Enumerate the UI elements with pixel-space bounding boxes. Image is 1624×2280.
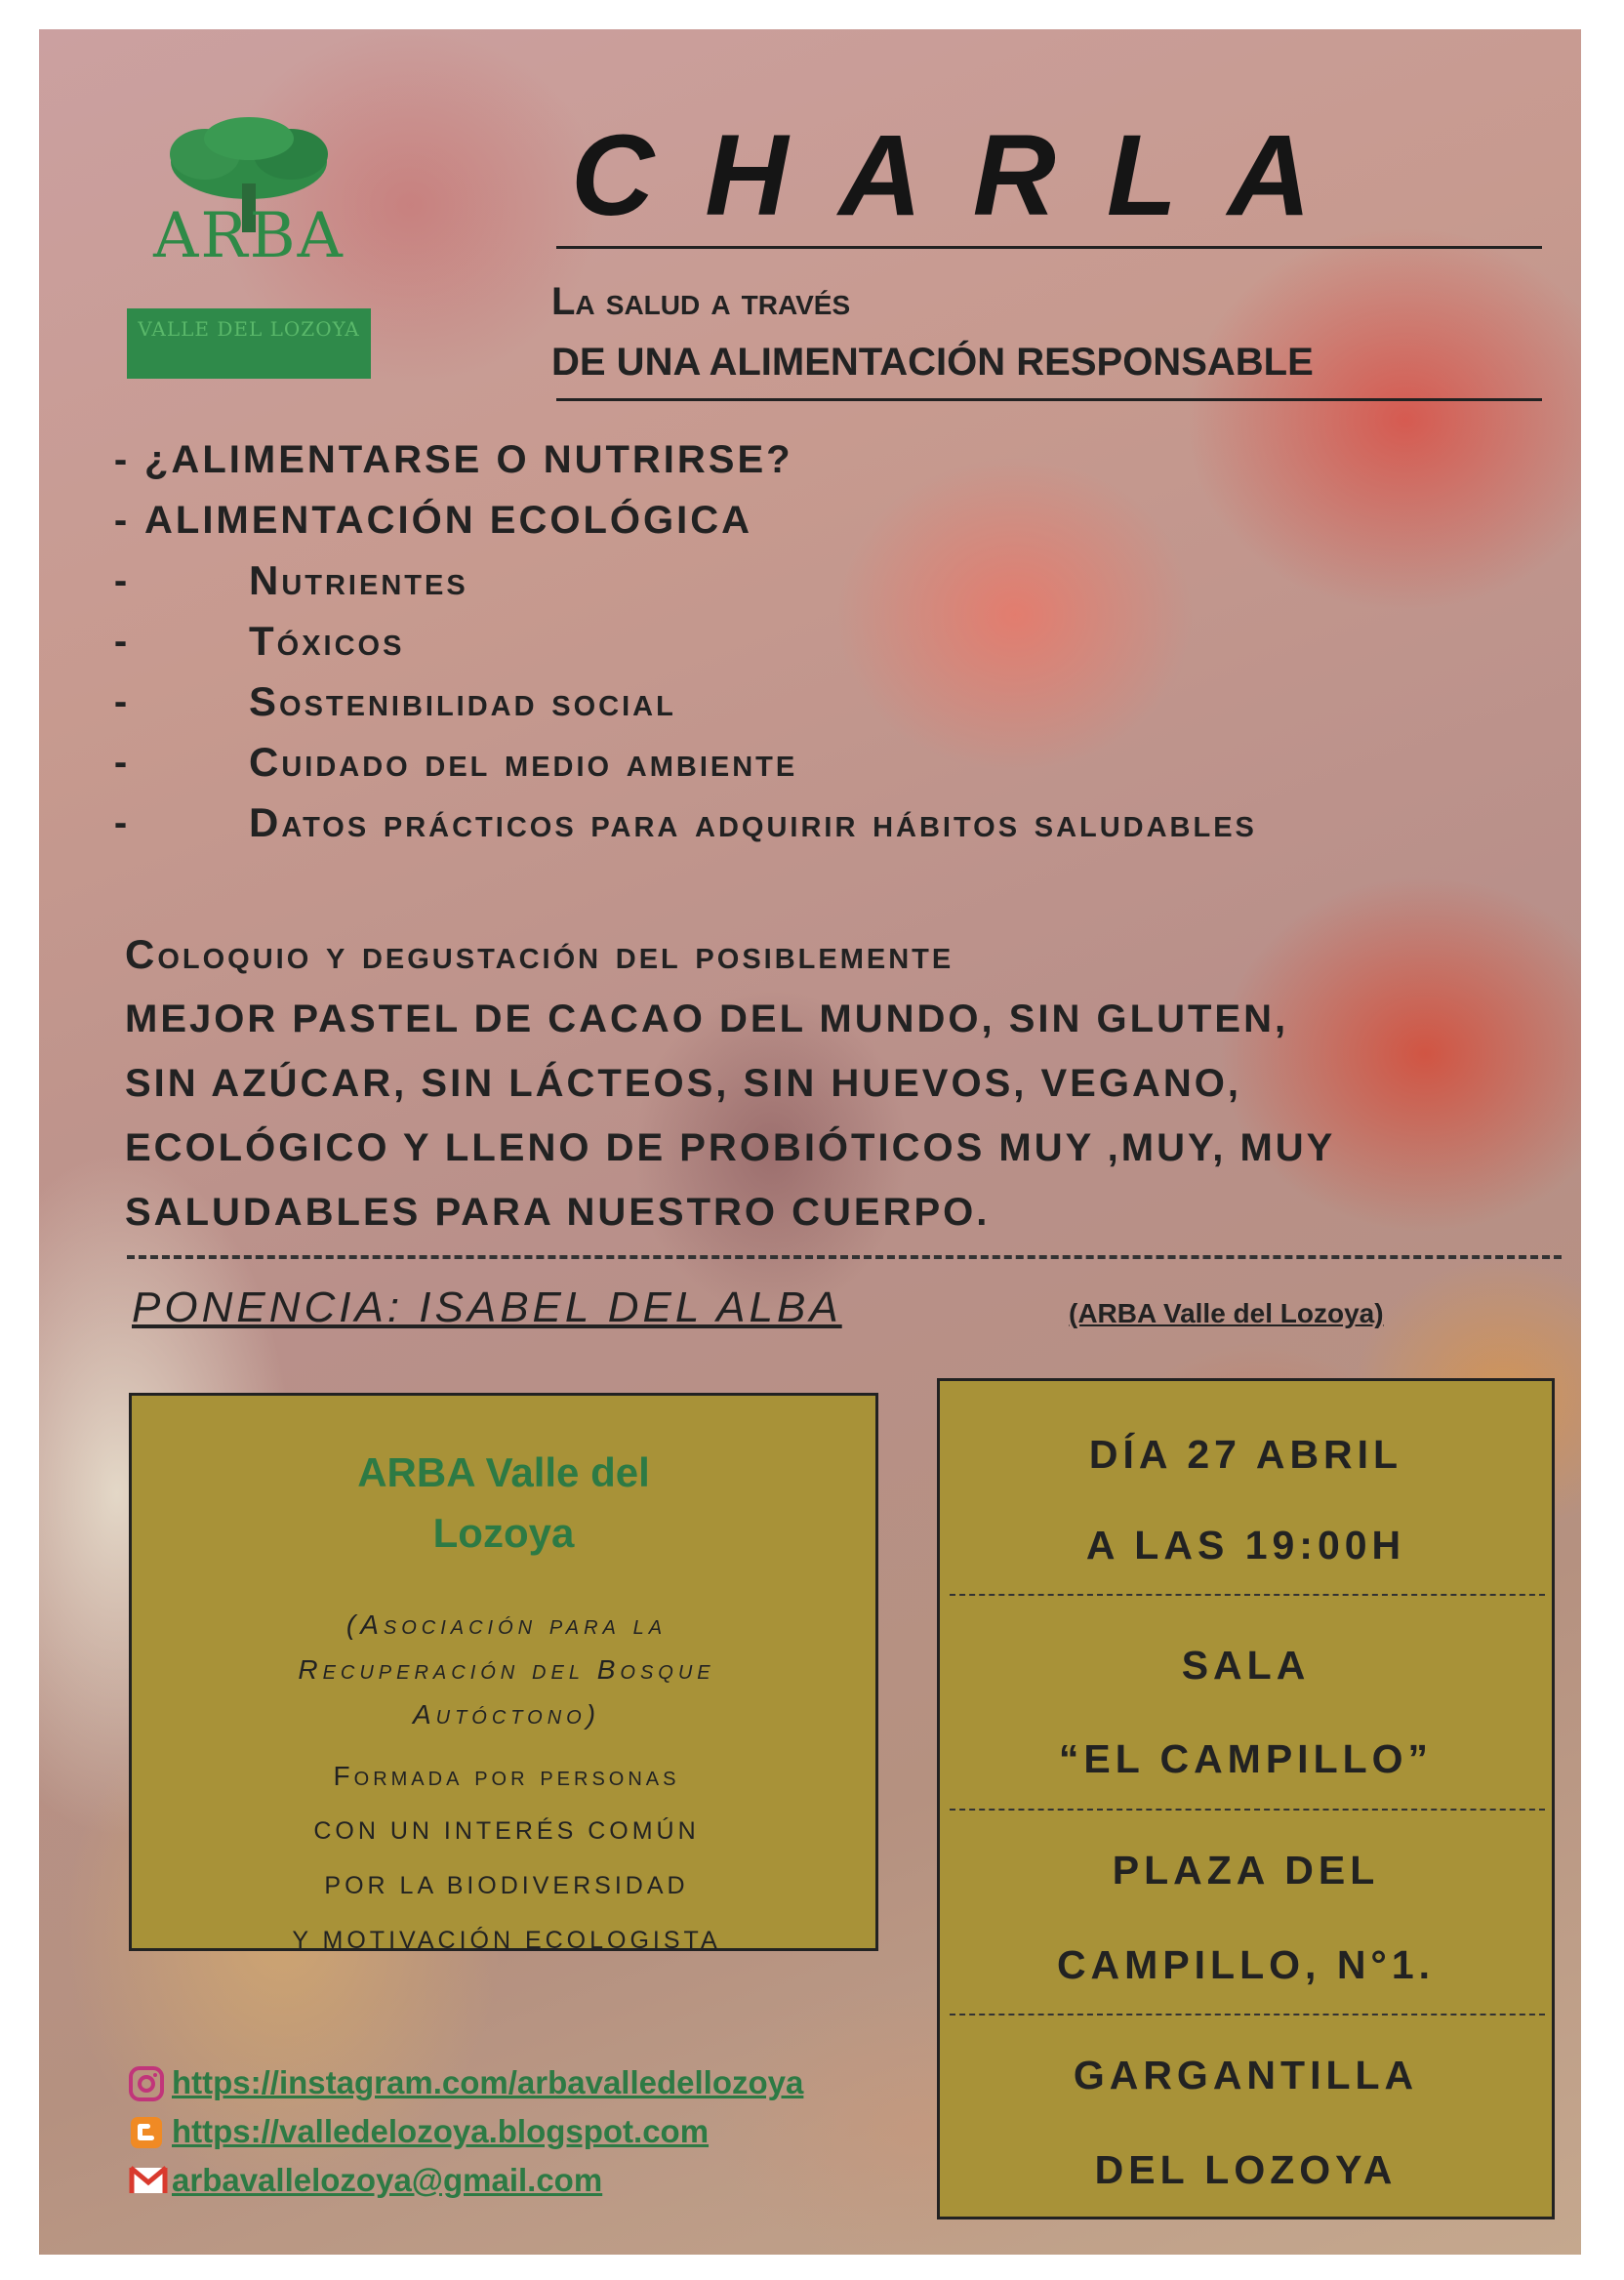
bullet-dash: - xyxy=(113,438,131,481)
bullet-dash: - xyxy=(113,620,131,663)
description-line: Y MOTIVACIÓN ECOLOGISTA xyxy=(292,1927,721,1954)
blogger-icon xyxy=(129,2115,164,2150)
bullet-dash: - xyxy=(113,680,131,723)
organization-name-line-2: Lozoya xyxy=(432,1510,575,1556)
instagram-link[interactable]: https://instagram.com/arbavalledellozoya xyxy=(172,2064,804,2100)
subtitle xyxy=(551,271,1566,392)
gmail-icon xyxy=(129,2164,168,2197)
topic-item xyxy=(112,429,1566,490)
topic-text: ¿ALIMENTARSE O NUTRIRSE? xyxy=(144,438,793,481)
address-line-1: PLAZA DEL xyxy=(1112,1848,1380,1893)
logo-title: ARBA xyxy=(153,200,345,272)
colloquy-line: SIN AZÚCAR, SIN LÁCTEOS, SIN HUEVOS, VEGANO, xyxy=(125,1062,1241,1105)
topic-item xyxy=(112,490,1566,550)
instagram-link-row xyxy=(129,2059,910,2108)
email-link-row xyxy=(129,2157,910,2206)
topic-item xyxy=(112,793,1566,853)
flyer xyxy=(39,29,1581,2255)
topic-text: Cuidado del medio ambiente xyxy=(249,739,798,785)
town-line-2: DEL LOZOYA xyxy=(1094,2147,1398,2192)
organization-name-line-1: ARBA Valle del xyxy=(357,1449,650,1495)
address-line-2: CAMPILLO, N°1. xyxy=(1056,1942,1436,1987)
subtitle-divider xyxy=(556,398,1542,401)
topic-text: ALIMENTACIÓN ECOLÓGICA xyxy=(144,499,753,542)
assoc-line: (Asociación para la xyxy=(345,1609,668,1640)
colloquy-line: SALUDABLES PARA NUESTRO CUERPO. xyxy=(125,1191,991,1234)
organization-box xyxy=(129,1393,878,1954)
event-details-box xyxy=(937,1378,1555,2219)
blog-link-row xyxy=(129,2108,910,2157)
blog-link[interactable]: https://valledelozoya.blogspot.com xyxy=(172,2113,710,2149)
colloquy-line: MEJOR PASTEL DE CACAO DEL MUNDO, SIN GLUTEN, xyxy=(125,998,1289,1040)
organization-name xyxy=(132,1443,875,1564)
bullet-dash: - xyxy=(113,559,131,602)
event-time: A LAS 19:00H xyxy=(1085,1523,1406,1568)
contact-links xyxy=(129,2059,910,2206)
instagram-icon xyxy=(129,2066,164,2101)
assoc-line: Recuperación del Bosque xyxy=(298,1654,715,1685)
colloquy-line: Coloquio y degustación del posiblemente xyxy=(125,931,954,977)
arba-logo xyxy=(127,115,371,388)
bullet-dash: - xyxy=(113,801,131,844)
details-divider xyxy=(950,1809,1545,1811)
title-divider xyxy=(556,246,1542,249)
topic-item xyxy=(112,672,1566,732)
speaker-label: PONENCIA: ISABEL DEL ALBA xyxy=(132,1283,842,1331)
logo-subtitle: VALLE DEL LOZOYA xyxy=(127,308,371,379)
colloquy-line: ECOLÓGICO Y LLENO DE PROBIÓTICOS MUY ,MUY, MUY xyxy=(125,1126,1336,1169)
description-line: Formada por personas xyxy=(333,1761,680,1791)
subtitle-line-1: La salud a través xyxy=(551,280,851,323)
topic-text: Nutrientes xyxy=(249,557,468,603)
topic-list xyxy=(112,429,1566,853)
colloquy-text xyxy=(125,922,1569,1244)
organization-description xyxy=(161,1749,852,1968)
details-divider xyxy=(950,2014,1545,2015)
assoc-line: Autóctono) xyxy=(412,1699,601,1730)
organization-acronym-meaning xyxy=(161,1603,852,1737)
event-date: DÍA 27 ABRIL xyxy=(1088,1432,1403,1477)
topic-item xyxy=(112,611,1566,672)
room-label: SALA xyxy=(1181,1643,1311,1688)
description-line: POR LA BIODIVERSIDAD xyxy=(324,1872,689,1899)
room-name: “EL CAMPILLO” xyxy=(1058,1736,1434,1781)
bullet-dash: - xyxy=(113,499,131,542)
topic-text: Datos prácticos para adquirir hábitos saludables xyxy=(249,799,1257,845)
dashed-divider xyxy=(127,1255,1562,1259)
topic-item xyxy=(112,550,1566,611)
subtitle-line-2: DE UNA ALIMENTACIÓN RESPONSABLE xyxy=(551,341,1314,384)
topic-text: Tóxicos xyxy=(249,618,405,664)
description-line: CON UN INTERÉS COMÚN xyxy=(313,1817,700,1845)
town-line-1: GARGANTILLA xyxy=(1073,2053,1419,2097)
page-title: CHARLA xyxy=(571,111,1362,240)
bullet-dash: - xyxy=(113,741,131,784)
email-link[interactable]: arbavallelozoya@gmail.com xyxy=(172,2162,603,2198)
details-divider xyxy=(950,1594,1545,1596)
topic-item xyxy=(112,732,1566,793)
speaker-org: (ARBA Valle del Lozoya) xyxy=(1069,1298,1384,1328)
topic-text: Sostenibilidad social xyxy=(249,678,676,724)
